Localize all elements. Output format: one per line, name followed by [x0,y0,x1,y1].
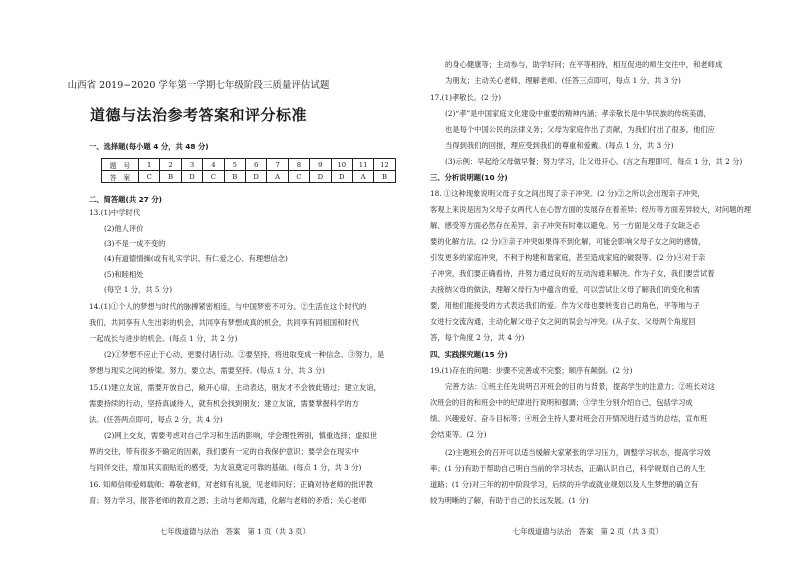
document-title: 道德与法治参考答案和评分标准 [89,106,307,124]
table-cell: D [181,171,202,183]
table-cell: 答 案 [102,171,139,183]
q18-line: 答，每个角度 2 分，共 4 分) [430,333,525,342]
table-cell: 5 [224,159,245,171]
table-cell: 9 [310,159,331,171]
table-cell: 11 [352,159,373,171]
table-cell: 3 [181,159,202,171]
q17-line: 17.(1)孝敬长。(2 分) [430,93,502,102]
right-page [397,0,794,562]
table-cell: C [139,171,160,183]
q19-line: 次班会的目的和班会中的纪律进行说明和强调；③学生分别介绍自己，包括学习成 [430,398,693,407]
table-cell: 8 [288,159,309,171]
table-cell: 6 [245,159,266,171]
q19-line: 较为明晰的了解，有助于自己的长远发展。(1 分) [430,496,589,505]
q19-line: 会结束等。(2 分) [430,430,487,439]
q13-line: (5)和睦相处 [104,270,144,279]
table-cell: 2 [160,159,181,171]
table-cell: B [374,171,395,183]
table-cell: 12 [374,159,395,171]
q15-line: 界的交往，带有很多不确定的因素，我们要有一定的自我保护意识；要学会在现实中 [89,447,359,456]
table-cell: D [331,171,352,183]
table-cell: 4 [203,159,224,171]
q18-line: 18. ①这种现象说明父母子女之间出现了亲子冲突。(2 分)②之所以会出现亲子冲突， [430,189,705,198]
q15-line: 与同伴交往，增加其实面贴近的感受，为友谊奠定可靠的基础。(每点 1 分，共 3 分) [89,463,362,472]
q16-line: 育；努力学习，报答老师的教育之恩；主动与老师沟通，化解与老师的矛盾；关心老师 [89,496,367,505]
q17-line: (3)示例：早起给父母做早餐；努力学习，让父母开心。(言之有理即可，每点 1 分，共 2 分) [445,157,743,166]
q18-line: 解、感受等方面必然存在差异，亲子冲突有时难以避免。另一方面是父母子女缺乏必 [430,221,700,230]
table-cell: 1 [139,159,160,171]
section-short-answer-heading: 二、简答题(共 27 分) [89,195,162,204]
table-cell: B [224,171,245,183]
q18-line: 引发更多的家庭冲突，不利于构建和谐家庭，甚至造成家庭的破裂等。(2 分)④对于亲 [430,253,706,262]
table-cell: C [203,171,224,183]
q14-line: 梦想与现实之间的桥梁。努力，要立志，需要坚持。(每点 1 分，共 3 分) [89,366,325,375]
q19-line: 完善方法：①班主任先说明召开班会的目的与背景，提高学生的注意力；②班长对这 [445,382,715,391]
table-cell: 7 [267,159,288,171]
q17-line: 当得到我们的回报，理应受到我们的尊重和爱戴。(每点 1 分，共 3 分) [445,141,674,150]
q18-line: 要的化解方法。(2 分)③亲子冲突如果得不到化解，可能会影响父母子女之间的感情， [430,237,706,246]
q16-line: 16. 知师信师爱师载师；尊敬老师，对老师有礼貌，见老师问好；正确对待老师的批评教 [89,480,373,489]
q15-line: 需要持续的行动，坚持真诚待人，就有机会找到朋友；建立友谊，需要掌握科学的方 [89,399,359,408]
q19-line: (2)主题班会的召开可以适当缓解大家紧张的学习压力，调整学习状态，提高学习效 [445,448,711,457]
q13-line: (2)他人评价 [104,224,144,233]
q19-line: 绩、兴趣爱好、奋斗目标等；④班会主持人要对班会召开情况进行适当的总结，宣布班 [430,414,708,423]
q18-line: 女进行交流沟通，主动化解父母子女之间的误会与冲突。(从子女、父母两个角度回 [430,317,696,326]
page-footer: 七年级道德与法治 答案 第 2 页（共 3 页） [513,527,663,536]
table-cell: D [310,171,331,183]
q13-line: (4)有道德情操(或有礼实学识、有仁爱之心、有理想信念) [104,254,288,263]
q14-line: (2)①梦想不应止于心动，更要付诸行动。②要坚持，将进取变成一种信念。③努力，是 [104,350,385,359]
q13-line: 13.(1)中学时代 [89,208,141,217]
table-cell: A [352,171,373,183]
q16-continued-line: 的身心健康等；主动参与，助学好问；在平等相待，相互促进的师生交往中，和老师成 [445,60,723,69]
q14-line: 一起成长与进步的机会。(每点 1 分，共 2 分) [89,334,238,343]
q18-line: 子冲突，我们要正确看待，并努力通过良好的互动沟通来解决。作为子女，我们要尝试着 [430,269,715,278]
q14-line: 14.(1)①个人的梦想与时代的脉搏紧密相连，与中国梦密不可分。②生活在这个时代的 [89,302,367,311]
q13-line: (3)不是一成不变的 [104,239,166,248]
q15-line: 15.(1)建立友谊，需要开放自己，敞开心扉，主动表达，朋友才不会彼此错过；建立友谊， [89,383,381,392]
page-footer: 七年级道德与法治 答案 第 1 页（共 3 页） [160,527,310,536]
q15-line: (2)网上交友，需要考虑对自己学习和生活的影响，学会理性辨别，慎重选择；虚拟世 [104,431,378,440]
q19-line: 道路；(1 分)对三年的初中阶段学习，后续的升学或就业规划以及人生梦想的确立有 [430,480,699,489]
exam-title: 山西省 2019−2020 学年第一学期七年级阶段三质量评估试题 [67,80,330,91]
q15-line: 法。(任答两点即可，每点 2 分，共 4 分) [89,415,223,424]
section-choice-heading: 一、选择题(每小题 4 分，共 48 分) [89,142,209,151]
q19-line: 率；(1 分)有助于帮助自己明白当前的学习状态，正确认识自己，科学规划自己的人生 [430,464,706,473]
q19-line: 19.(1)存在的问题：步骤不完善或不完整；顺序有颠倒。(2 分) [430,366,633,375]
table-cell: B [160,171,181,183]
q18-line: 要，用他们能接受的方式表达我们的爱。作为父母也要转变自己的角色，平等地与子 [430,301,700,310]
section-practice-heading: 四、实践探究题(15 分) [430,350,508,359]
table-cell: 题 号 [102,159,139,171]
table-cell: C [288,171,309,183]
q18-line: 客观上来说是因为父母子女两代人在心智方面的发展存在着差异；经历等方面差异较大，对问题的理 [430,205,752,214]
q17-line: 也是每个中国公民的法律义务；父母为家庭作出了贡献，为我们付出了很多，他们应 [445,125,715,134]
table-cell: 10 [331,159,352,171]
q17-line: (2)“孝”是中国家庭文化建设中重要的精神内涵；孝亲敬长是中华民族的传统美德， [445,109,711,118]
table-cell: D [245,171,266,183]
table-cell: A [267,171,288,183]
q14-line: 我们，共同享有人生出彩的机会，共同享有梦想成真的机会，共同享有同祖国和时代 [89,318,359,327]
table-row [102,159,396,171]
table-row [102,171,396,183]
q13-score: (每空 1 分，共 5 分) [104,285,173,294]
q16-continued-line: 为朋友；主动关心老师，理解老师。(任答三点即可，每点 1 分，共 3 分) [445,76,681,85]
section-analysis-heading: 三、分析说明题(10 分) [430,173,508,182]
answer-table [101,158,396,183]
q18-line: 去接纳父母的做法，理解父母行为中蕴含的爱，可以尝试让父母了解我们的变化和需 [430,285,700,294]
